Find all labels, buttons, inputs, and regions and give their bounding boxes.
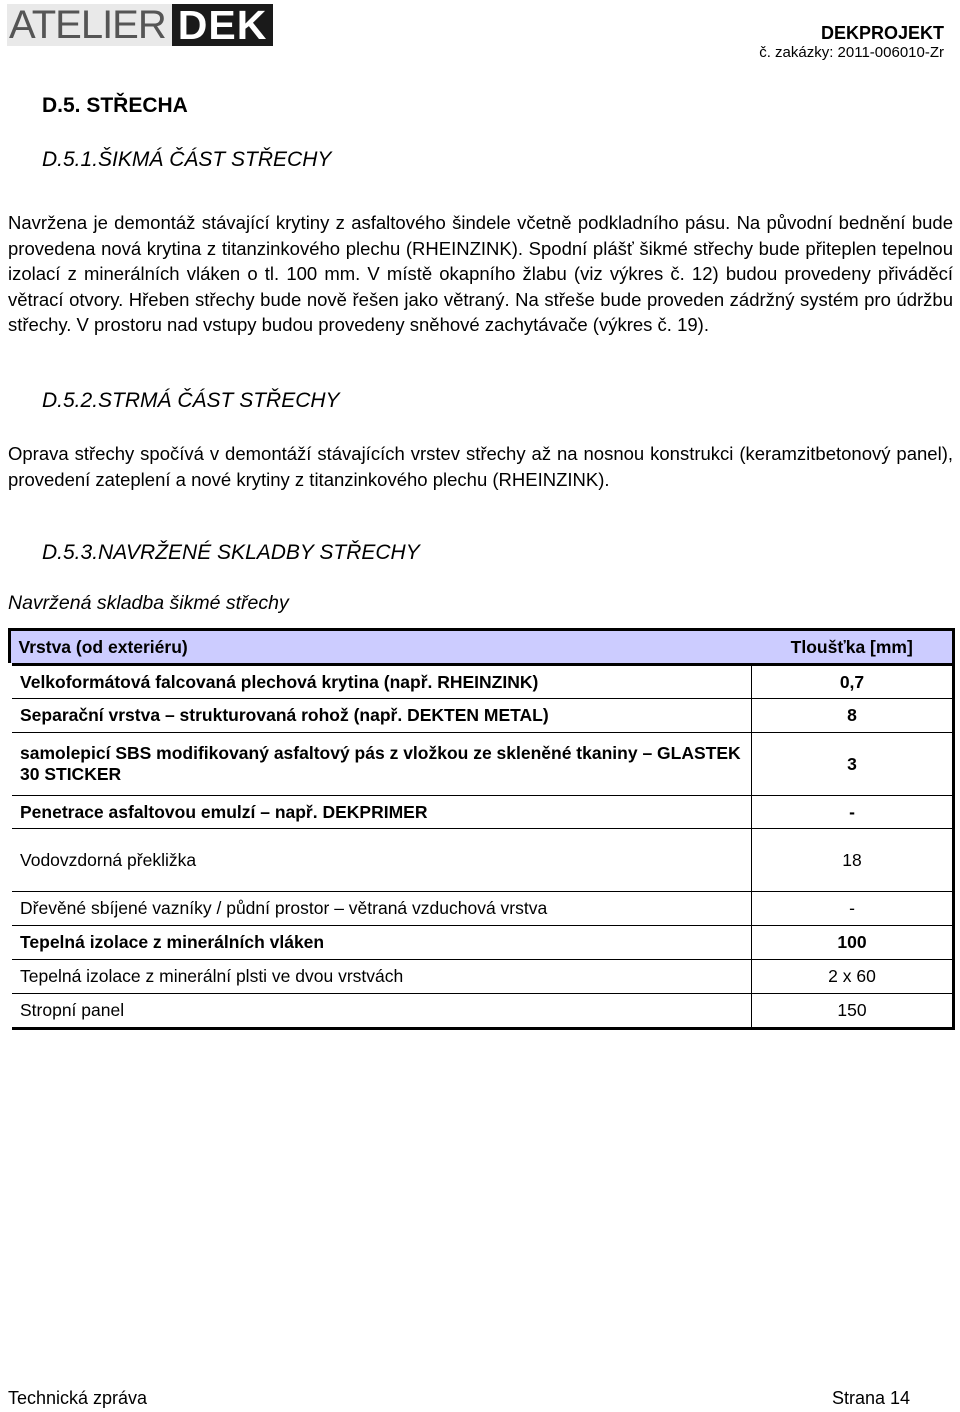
subsection-1-title: D.5.1.ŠIKMÁ ČÁST STŘECHY (42, 148, 332, 171)
footer-page-number: Strana 14 (831, 1388, 910, 1408)
layer-cell: Separační vrstva – strukturovaná rohož (např. DEKTEN METAL) (9, 699, 752, 733)
thickness-cell: 8 (752, 699, 954, 733)
header-thickness: Tloušťka [mm] (752, 630, 954, 665)
roof-composition-table (6, 628, 955, 1030)
footer-document-title: Technická zpráva (8, 1388, 148, 1408)
layer-cell: Tepelná izolace z minerální plsti ve dvou vrstvách (9, 960, 752, 994)
subsection-2-title: D.5.2.STRMÁ ČÁST STŘECHY (42, 389, 340, 412)
thickness-cell: 2 x 60 (752, 960, 954, 994)
thickness-cell: 18 (752, 829, 954, 892)
table-row (9, 829, 954, 892)
table-row (9, 892, 954, 926)
table-row (9, 733, 954, 796)
company-name: DEKPROJEKT (820, 23, 944, 43)
logo-atelier-text: ATELIER (7, 4, 172, 46)
table-header-row (9, 630, 954, 665)
layer-cell: Vodovzdorná překližka (9, 829, 752, 892)
subsection-2-text: Oprava střechy spočívá v demontáží stávajících vrstev střechy až na nosnou konstrukci (keramzitbetonový panel), provedení zateplení a nové krytiny z titanzinkového plechu (RHEINZINK). (8, 443, 953, 490)
thickness-cell: 3 (752, 733, 954, 796)
header-layer: Vrstva (od exteriéru) (9, 630, 752, 665)
logo-dek-text: DEK (172, 4, 274, 46)
thickness-cell: - (752, 892, 954, 926)
thickness-cell: 150 (752, 994, 954, 1029)
layer-cell: Stropní panel (9, 994, 752, 1029)
table-row (9, 960, 954, 994)
table-row (9, 699, 954, 733)
thickness-cell: - (752, 796, 954, 829)
table-row (9, 926, 954, 960)
layer-cell: Dřevěné sbíjené vazníky / půdní prostor – větraná vzduchová vrstva (9, 892, 752, 926)
section-title: D.5. STŘECHA (42, 94, 188, 117)
layer-cell: samolepicí SBS modifikovaný asfaltový pás z vložkou ze skleněné tkaniny – GLASTEK 30 STICKER (9, 733, 752, 796)
table-caption: Navržená skladba šikmé střechy (8, 592, 289, 614)
thickness-cell: 100 (752, 926, 954, 960)
thickness-cell: 0,7 (752, 665, 954, 699)
layer-cell: Velkoformátová falcovaná plechová krytina (např. RHEINZINK) (9, 665, 752, 699)
subsection-1-text: Navržena je demontáž stávající krytiny z asfaltového šindele včetně podkladního pásu. Na původní bednění bude provedena nová krytina z titanzinkového plechu (RHEINZINK). Spodní plášť šikmé střechy bude přiteplen tepelnou izolací z minerálních vláken o tl. 100 mm. V místě okapního žlabu (viz výkres č. 12) budou provedeny přiváděcí větrací otvory. Hřeben střechy bude nově řešen jako větraný. Na střeše bude proveden zádržný systém pro údržbu střechy. V prostoru nad vstupy budou provedeny sněhové zachytávače (výkres č. 19). (8, 212, 953, 335)
subsection-3-title: D.5.3.NAVRŽENÉ SKLADBY STŘECHY (42, 541, 420, 564)
layer-cell: Penetrace asfaltovou emulzí – např. DEKPRIMER (9, 796, 752, 829)
table-row (9, 796, 954, 829)
header-info (759, 22, 944, 62)
table-row (9, 994, 954, 1029)
layer-cell: Tepelná izolace z minerálních vláken (9, 926, 752, 960)
company-logo (7, 4, 273, 46)
table-row (9, 665, 954, 699)
order-number: č. zakázky: 2011-006010-Zr (759, 44, 944, 61)
